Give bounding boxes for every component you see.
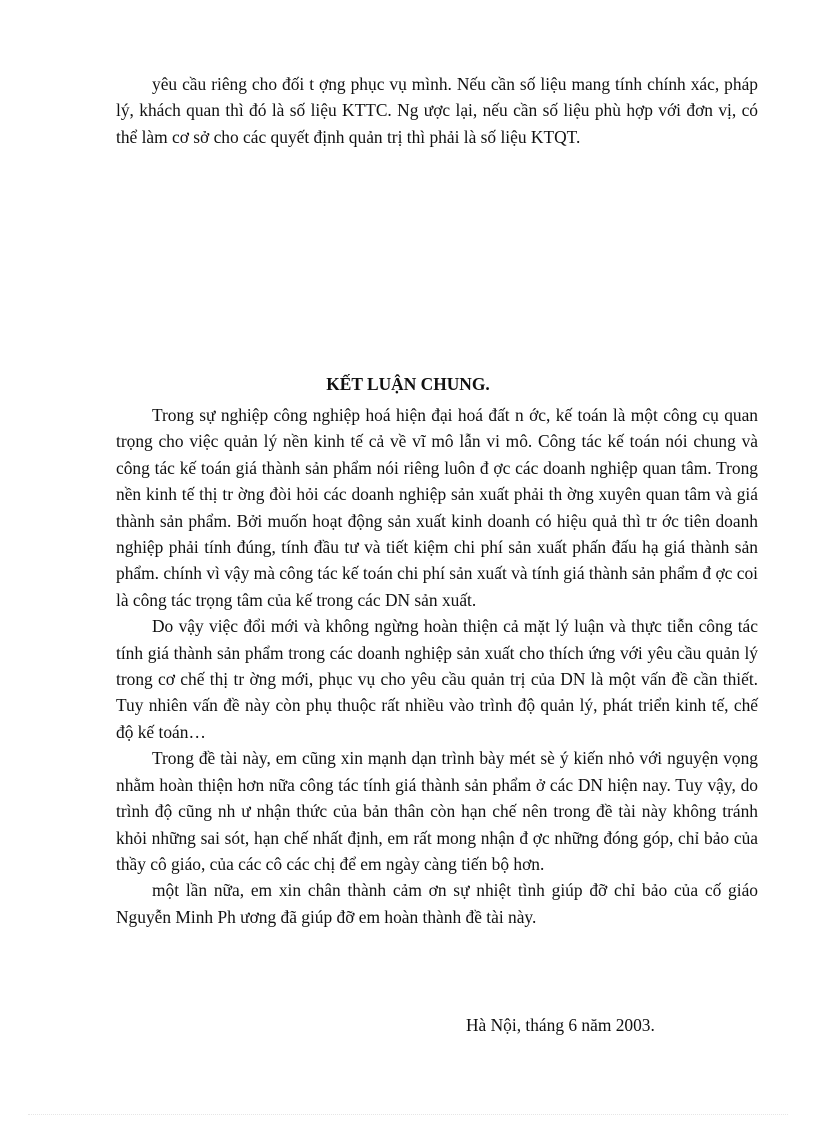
intro-paragraph: yêu cầu riêng cho đối t ợng phục vụ mình. Nếu cần số liệu mang tính chính xác, pháp lý, khách quan thì đó là số liệu KTTC. Ng ược lại, nếu cần số liệu phù hợp với đơn vị, có thể làm cơ sở cho các quyết định quản trị thì phải là số liệu KTQT. [116, 74, 758, 147]
page-bottom-border [28, 1114, 788, 1115]
place-date-signature: Hà Nội, tháng 6 năm 2003. [466, 1015, 655, 1035]
conclusion-paragraph-4: một lần nữa, em xin chân thành cảm ơn sự nhiệt tình giúp đỡ chỉ bảo của cố giáo Nguyễn Minh Ph ương đã giúp đỡ em hoàn thành đề tài này. [116, 880, 758, 927]
conclusion-body [116, 402, 758, 930]
conclusion-paragraph-1: Trong sự nghiệp công nghiệp hoá hiện đại hoá đất n ớc, kế toán là một công cụ quan trọng cho việc quản lý nền kinh tế cả về vĩ mô lẫn vi mô. Công tác kế toán nói chung và công tác kế toán giá thành sản phẩm nói riêng luôn đ ợc các doanh nghiệp quan tâm. Trong nền kinh tế thị tr ờng đòi hỏi các doanh nghiệp sản xuất phải th ờng xuyên quan tâm và giá thành sản phẩm. Bởi muốn hoạt động sản xuất kinh doanh có hiệu quả thì tr ớc tiên doanh nghiệp phải tính đúng, tính đầu tư và tiết kiệm chi phí sản xuất phấn đấu hạ giá thành sản phẩm. chính vì vậy mà công tác kế toán chi phí sản xuất và tính giá thành sản phẩm đ ợc coi là công tác trọng tâm của kế trong các DN sản xuất. [116, 405, 758, 610]
conclusion-paragraph-3: Trong đề tài này, em cũng xin mạnh dạn trình bày mét sè ý kiến nhỏ với nguyện vọng nhằm hoàn thiện hơn nữa công tác tính giá thành sản phẩm ở các DN hiện nay. Tuy vậy, do trình độ cũng nh ư nhận thức của bản thân còn hạn chế nên trong đề tài này không tránh khỏi những sai sót, hạn chế nhất định, em rất mong nhận đ ợc những đóng góp, chỉ bảo của thầy cô giáo, của các cô các chị để em ngày càng tiến bộ hơn. [116, 748, 758, 874]
intro-section [116, 71, 758, 150]
conclusion-paragraph-2: Do vậy việc đổi mới và không ngừng hoàn thiện cả mặt lý luận và thực tiễn công tác tính giá thành sản phẩm trong các doanh nghiệp sản xuất cho thích ứng với yêu cầu quản lý trong cơ chế thị tr ờng mới, phục vụ cho yêu cầu quản trị của DN là một vấn đề cần thiết. Tuy nhiên vấn đề này còn phụ thuộc rất nhiều vào trình độ quản lý, phát triển kinh tế, chế độ kế toán… [116, 616, 758, 742]
conclusion-heading: KẾT LUẬN CHUNG. [326, 374, 490, 394]
